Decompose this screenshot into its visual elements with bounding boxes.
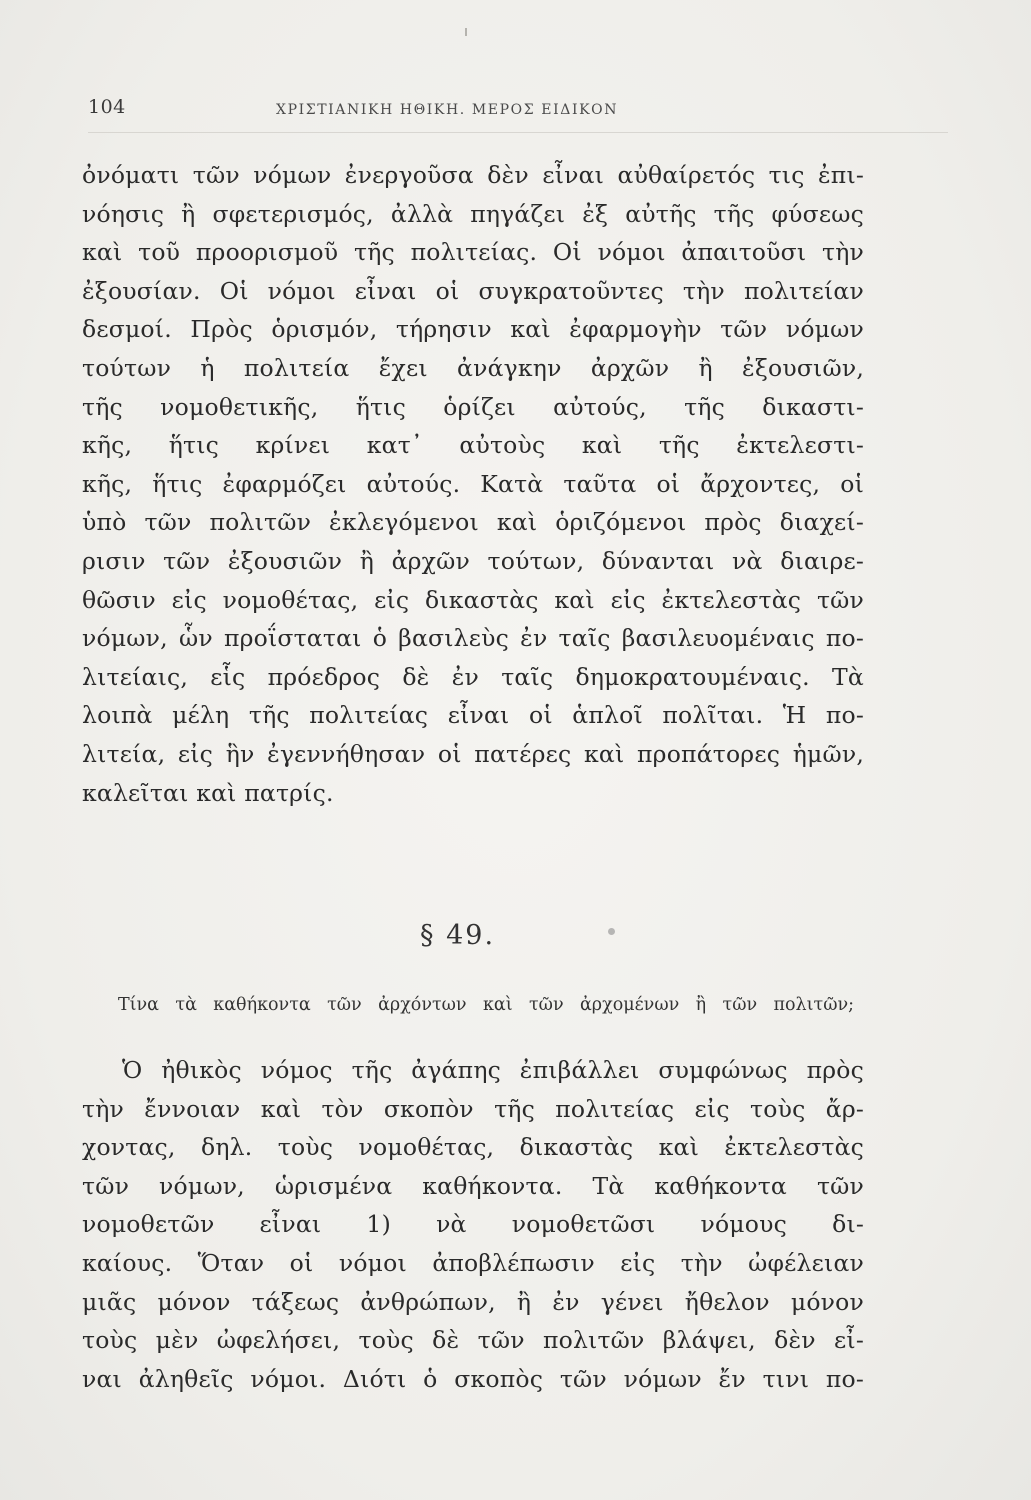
section-heading: Τίνα τὰ καθήκοντα τῶν ἀρχόντων καὶ τῶν ἀρχομένων ἢ τῶν πολιτῶν; <box>118 995 854 1015</box>
paragraph-1 <box>82 156 864 812</box>
section-number: § 49. <box>420 920 496 951</box>
text-line: δεσμοί. Πρὸς ὁρισμόν, τήρησιν καὶ ἐφαρμογὴν τῶν νόμων <box>82 315 864 344</box>
text-line: κῆς, ἥτις κρίνει κατ᾽ αὐτοὺς καὶ τῆς ἐκτελεστι- <box>82 431 864 460</box>
text-line: Ὁ ἠθικὸς νόμος τῆς ἀγάπης ἐπιβάλλει συμφώνως πρὸς <box>122 1056 864 1084</box>
text-line: ρισιν τῶν ἐξουσιῶν ἢ ἀρχῶν τούτων, δύνανται νὰ διαιρε- <box>82 546 864 575</box>
text-line: λιτεία, εἰς ἣν ἐγεννήθησαν οἱ πατέρες καὶ προπάτορες ἡμῶν, <box>82 739 864 768</box>
text-line: τῶν νόμων, ὡρισμένα καθήκοντα. Τὰ καθήκοντα τῶν <box>82 1171 864 1200</box>
text-line: χοντας, δηλ. τοὺς νομοθέτας, δικαστὰς καὶ ἐκτελεστὰς <box>82 1133 864 1162</box>
text-line: θῶσιν εἰς νομοθέτας, εἰς δικαστὰς καὶ εἰς ἐκτελεστὰς τῶν <box>82 585 864 614</box>
text-line: νομοθετῶν εἶναι 1) νὰ νομοθετῶσι νόμους δι- <box>82 1210 864 1239</box>
text-line: καὶ τοῦ προορισμοῦ τῆς πολιτείας. Οἱ νόμοι ἀπαιτοῦσι τὴν <box>82 238 864 267</box>
text-line: τούτων ἡ πολιτεία ἔχει ἀνάγκην ἀρχῶν ἢ ἐξουσιῶν, <box>82 353 864 382</box>
text-line: νόησις ἢ σφετερισμός, ἀλλὰ πηγάζει ἐξ αὐτῆς τῆς φύσεως <box>82 199 864 228</box>
text-line: ναι ἀληθεῖς νόμοι. Διότι ὁ σκοπὸς τῶν νόμων ἔν τινι πο- <box>82 1364 864 1393</box>
running-title: ΧΡΙΣΤΙΑΝΙΚΗ ΗΘΙΚΗ. ΜΕΡΟΣ ΕΙΔΙΚΟΝ <box>276 102 619 118</box>
ink-spot <box>608 928 615 935</box>
text-line: ἐξουσίαν. Οἱ νόμοι εἶναι οἱ συγκρατοῦντες τὴν πολιτείαν <box>82 276 864 305</box>
text-line: τῆς νομοθετικῆς, ἥτις ὁρίζει αὐτούς, τῆς δικαστι- <box>82 392 864 421</box>
page-header <box>88 92 948 133</box>
text-line: μιᾶς μόνον τάξεως ἀνθρώπων, ἢ ἐν γένει ἤθελον μόνον <box>82 1287 864 1316</box>
text-line: τοὺς μὲν ὠφελήσει, τοὺς δὲ τῶν πολιτῶν βλάψει, δὲν εἶ- <box>82 1326 864 1355</box>
text-line: λοιπὰ μέλη τῆς πολιτείας εἶναι οἱ ἁπλοῖ πολῖται. Ἡ πο- <box>82 701 864 730</box>
text-line: λιτείαις, εἷς πρόεδρος δὲ ἐν ταῖς δημοκρατουμέναις. Τὰ <box>82 662 864 691</box>
text-line: ὑπὸ τῶν πολιτῶν ἐκλεγόμενοι καὶ ὁριζόμενοι πρὸς διαχεί- <box>82 508 864 537</box>
text-line: καίους. Ὅταν οἱ νόμοι ἀποβλέπωσιν εἰς τὴν ὠφέλειαν <box>82 1248 864 1277</box>
page-number: 104 <box>88 96 126 118</box>
text-line: νόμων, ὧν προΐσταται ὁ βασιλεὺς ἐν ταῖς βασιλευομέναις πο- <box>82 624 864 653</box>
text-line: τὴν ἔννοιαν καὶ τὸν σκοπὸν τῆς πολιτείας εἰς τοὺς ἄρ- <box>82 1094 864 1123</box>
paper-mark <box>465 28 467 36</box>
text-line: κῆς, ἥτις ἐφαρμόζει αὐτούς. Κατὰ ταῦτα οἱ ἄρχοντες, οἱ <box>82 469 864 498</box>
paragraph-2 <box>82 1051 864 1398</box>
text-line: ὀνόματι τῶν νόμων ἐνεργοῦσα δὲν εἶναι αὐθαίρετός τις ἐπι- <box>82 161 864 189</box>
text-line: καλεῖται καὶ πατρίς. <box>82 778 334 807</box>
